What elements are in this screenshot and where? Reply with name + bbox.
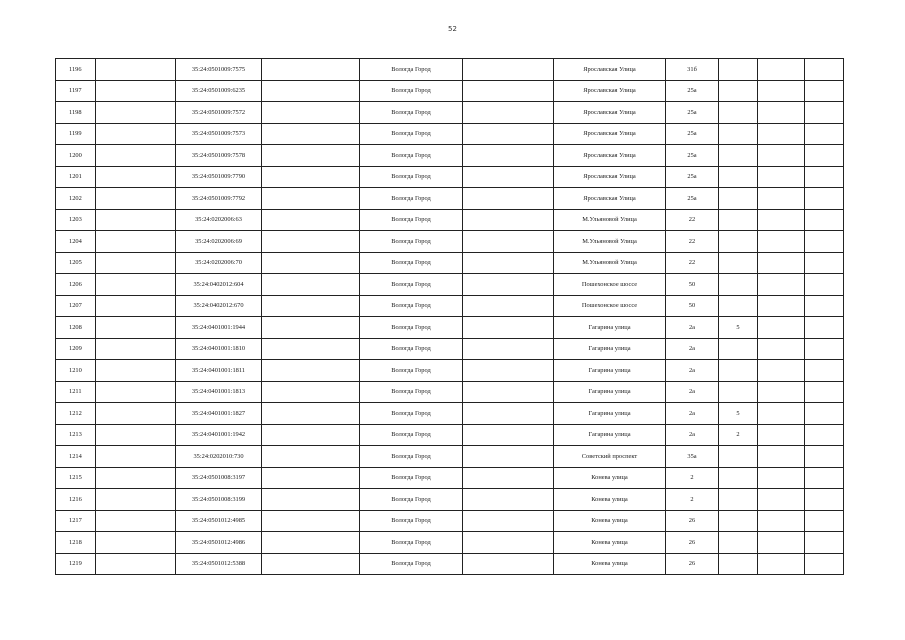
city-cell: Вологда Город: [360, 532, 463, 554]
house-number-cell: 50: [666, 295, 719, 317]
empty-cell: [805, 338, 844, 360]
cadastral-number-cell: 35:24:0501012:5388: [176, 553, 262, 575]
empty-cell: [96, 317, 176, 339]
row-number-cell: 1208: [56, 317, 96, 339]
building-number-cell: [719, 360, 758, 382]
row-number-cell: 1197: [56, 80, 96, 102]
empty-cell: [463, 510, 554, 532]
building-number-cell: [719, 274, 758, 296]
table-row: [56, 338, 844, 360]
empty-cell: [96, 209, 176, 231]
empty-cell: [463, 231, 554, 253]
empty-cell: [758, 510, 805, 532]
cadastral-number-cell: 35:24:0402012:670: [176, 295, 262, 317]
street-cell: Конева улица: [554, 489, 666, 511]
street-cell: Конева улица: [554, 510, 666, 532]
street-cell: Конева улица: [554, 467, 666, 489]
row-number-cell: 1207: [56, 295, 96, 317]
empty-cell: [805, 231, 844, 253]
empty-cell: [262, 403, 360, 425]
empty-cell: [96, 403, 176, 425]
house-number-cell: 25а: [666, 188, 719, 210]
empty-cell: [758, 166, 805, 188]
row-number-cell: 1218: [56, 532, 96, 554]
city-cell: Вологда Город: [360, 317, 463, 339]
empty-cell: [758, 381, 805, 403]
cadastral-number-cell: 35:24:0202006:69: [176, 231, 262, 253]
empty-cell: [805, 403, 844, 425]
house-number-cell: 50: [666, 274, 719, 296]
empty-cell: [758, 231, 805, 253]
cadastral-number-cell: 35:24:0501009:7573: [176, 123, 262, 145]
city-cell: Вологда Город: [360, 338, 463, 360]
cadastral-number-cell: 35:24:0401001:1811: [176, 360, 262, 382]
street-cell: Конева улица: [554, 532, 666, 554]
street-cell: Ярославская Улица: [554, 145, 666, 167]
empty-cell: [805, 252, 844, 274]
street-cell: Гагарина улица: [554, 403, 666, 425]
cadastral-number-cell: 35:24:0501009:7792: [176, 188, 262, 210]
cadastral-number-cell: 35:24:0501008:3199: [176, 489, 262, 511]
building-number-cell: [719, 381, 758, 403]
empty-cell: [758, 102, 805, 124]
table-row: [56, 231, 844, 253]
table-row: [56, 467, 844, 489]
building-number-cell: [719, 295, 758, 317]
empty-cell: [96, 123, 176, 145]
house-number-cell: 35а: [666, 446, 719, 468]
building-number-cell: [719, 166, 758, 188]
empty-cell: [805, 424, 844, 446]
building-number-cell: [719, 489, 758, 511]
empty-cell: [758, 274, 805, 296]
street-cell: Ярославская Улица: [554, 123, 666, 145]
row-number-cell: 1199: [56, 123, 96, 145]
street-cell: Ярославская Улица: [554, 166, 666, 188]
city-cell: Вологда Город: [360, 467, 463, 489]
empty-cell: [262, 424, 360, 446]
table-row: [56, 209, 844, 231]
row-number-cell: 1216: [56, 489, 96, 511]
empty-cell: [758, 446, 805, 468]
house-number-cell: 2а: [666, 360, 719, 382]
empty-cell: [758, 123, 805, 145]
cadastral-number-cell: 35:24:0501012:4986: [176, 532, 262, 554]
empty-cell: [96, 59, 176, 81]
building-number-cell: [719, 338, 758, 360]
empty-cell: [805, 317, 844, 339]
empty-cell: [262, 532, 360, 554]
row-number-cell: 1206: [56, 274, 96, 296]
street-cell: Пошехонское шоссе: [554, 274, 666, 296]
empty-cell: [805, 467, 844, 489]
empty-cell: [96, 295, 176, 317]
building-number-cell: [719, 532, 758, 554]
table-row: [56, 553, 844, 575]
row-number-cell: 1219: [56, 553, 96, 575]
property-registry-table: [55, 58, 844, 575]
cadastral-number-cell: 35:24:0401001:1942: [176, 424, 262, 446]
table-row: [56, 123, 844, 145]
cadastral-number-cell: 35:24:0401001:1810: [176, 338, 262, 360]
table-row: [56, 424, 844, 446]
empty-cell: [805, 145, 844, 167]
empty-cell: [96, 145, 176, 167]
empty-cell: [758, 252, 805, 274]
house-number-cell: 2а: [666, 381, 719, 403]
empty-cell: [805, 553, 844, 575]
street-cell: М.Ульяновой Улица: [554, 231, 666, 253]
empty-cell: [758, 553, 805, 575]
empty-cell: [463, 166, 554, 188]
empty-cell: [463, 446, 554, 468]
empty-cell: [805, 188, 844, 210]
empty-cell: [805, 80, 844, 102]
house-number-cell: 2: [666, 489, 719, 511]
cadastral-number-cell: 35:24:0402012:604: [176, 274, 262, 296]
empty-cell: [805, 295, 844, 317]
empty-cell: [262, 252, 360, 274]
cadastral-number-cell: 35:24:0202006:63: [176, 209, 262, 231]
house-number-cell: 26: [666, 510, 719, 532]
empty-cell: [262, 553, 360, 575]
empty-cell: [262, 231, 360, 253]
city-cell: Вологда Город: [360, 166, 463, 188]
empty-cell: [262, 166, 360, 188]
empty-cell: [758, 80, 805, 102]
empty-cell: [758, 532, 805, 554]
street-cell: Ярославская Улица: [554, 102, 666, 124]
cadastral-number-cell: 35:24:0401001:1827: [176, 403, 262, 425]
empty-cell: [96, 424, 176, 446]
empty-cell: [805, 123, 844, 145]
house-number-cell: 22: [666, 231, 719, 253]
row-number-cell: 1201: [56, 166, 96, 188]
empty-cell: [262, 381, 360, 403]
house-number-cell: 25а: [666, 102, 719, 124]
city-cell: Вологда Город: [360, 403, 463, 425]
street-cell: Гагарина улица: [554, 381, 666, 403]
empty-cell: [758, 188, 805, 210]
city-cell: Вологда Город: [360, 80, 463, 102]
row-number-cell: 1203: [56, 209, 96, 231]
building-number-cell: [719, 123, 758, 145]
empty-cell: [262, 338, 360, 360]
empty-cell: [758, 317, 805, 339]
city-cell: Вологда Город: [360, 59, 463, 81]
empty-cell: [262, 145, 360, 167]
city-cell: Вологда Город: [360, 123, 463, 145]
empty-cell: [96, 467, 176, 489]
table-row: [56, 489, 844, 511]
empty-cell: [262, 510, 360, 532]
city-cell: Вологда Город: [360, 145, 463, 167]
house-number-cell: 25а: [666, 166, 719, 188]
row-number-cell: 1214: [56, 446, 96, 468]
house-number-cell: 31б: [666, 59, 719, 81]
empty-cell: [262, 274, 360, 296]
building-number-cell: [719, 188, 758, 210]
city-cell: Вологда Город: [360, 381, 463, 403]
empty-cell: [805, 489, 844, 511]
street-cell: Ярославская Улица: [554, 59, 666, 81]
empty-cell: [758, 338, 805, 360]
row-number-cell: 1209: [56, 338, 96, 360]
empty-cell: [758, 403, 805, 425]
row-number-cell: 1205: [56, 252, 96, 274]
cadastral-number-cell: 35:24:0501009:7575: [176, 59, 262, 81]
empty-cell: [463, 489, 554, 511]
row-number-cell: 1202: [56, 188, 96, 210]
empty-cell: [96, 231, 176, 253]
building-number-cell: [719, 59, 758, 81]
table-row: [56, 145, 844, 167]
house-number-cell: 2а: [666, 424, 719, 446]
city-cell: Вологда Город: [360, 446, 463, 468]
empty-cell: [262, 360, 360, 382]
building-number-cell: [719, 80, 758, 102]
empty-cell: [262, 102, 360, 124]
empty-cell: [262, 188, 360, 210]
city-cell: Вологда Город: [360, 489, 463, 511]
empty-cell: [463, 360, 554, 382]
table-row: [56, 188, 844, 210]
empty-cell: [96, 80, 176, 102]
street-cell: Ярославская Улица: [554, 80, 666, 102]
street-cell: Конева улица: [554, 553, 666, 575]
table-row: [56, 510, 844, 532]
empty-cell: [463, 532, 554, 554]
city-cell: Вологда Город: [360, 209, 463, 231]
empty-cell: [463, 403, 554, 425]
house-number-cell: 2а: [666, 338, 719, 360]
house-number-cell: 2а: [666, 403, 719, 425]
street-cell: Гагарина улица: [554, 424, 666, 446]
house-number-cell: 2а: [666, 317, 719, 339]
city-cell: Вологда Город: [360, 553, 463, 575]
street-cell: Советский проспект: [554, 446, 666, 468]
empty-cell: [463, 381, 554, 403]
table-row: [56, 80, 844, 102]
row-number-cell: 1217: [56, 510, 96, 532]
building-number-cell: [719, 252, 758, 274]
cadastral-number-cell: 35:24:0202010:730: [176, 446, 262, 468]
row-number-cell: 1211: [56, 381, 96, 403]
empty-cell: [805, 532, 844, 554]
building-number-cell: [719, 102, 758, 124]
row-number-cell: 1210: [56, 360, 96, 382]
empty-cell: [463, 467, 554, 489]
cadastral-number-cell: 35:24:0501009:7790: [176, 166, 262, 188]
table-row: [56, 446, 844, 468]
house-number-cell: 25а: [666, 123, 719, 145]
empty-cell: [463, 252, 554, 274]
table-row: [56, 59, 844, 81]
empty-cell: [463, 338, 554, 360]
city-cell: Вологда Город: [360, 424, 463, 446]
building-number-cell: 5: [719, 317, 758, 339]
empty-cell: [758, 209, 805, 231]
empty-cell: [96, 360, 176, 382]
empty-cell: [96, 381, 176, 403]
building-number-cell: [719, 510, 758, 532]
city-cell: Вологда Город: [360, 295, 463, 317]
cadastral-number-cell: 35:24:0501008:3197: [176, 467, 262, 489]
street-cell: Пошехонское шоссе: [554, 295, 666, 317]
empty-cell: [805, 209, 844, 231]
building-number-cell: [719, 446, 758, 468]
city-cell: Вологда Город: [360, 360, 463, 382]
table-row: [56, 102, 844, 124]
city-cell: Вологда Город: [360, 274, 463, 296]
empty-cell: [96, 553, 176, 575]
cadastral-number-cell: 35:24:0401001:1813: [176, 381, 262, 403]
empty-cell: [758, 360, 805, 382]
house-number-cell: 26: [666, 532, 719, 554]
city-cell: Вологда Город: [360, 188, 463, 210]
empty-cell: [463, 188, 554, 210]
empty-cell: [463, 145, 554, 167]
cadastral-number-cell: 35:24:0401001:1944: [176, 317, 262, 339]
empty-cell: [758, 145, 805, 167]
street-cell: М.Ульяновой Улица: [554, 209, 666, 231]
city-cell: Вологда Город: [360, 252, 463, 274]
empty-cell: [463, 424, 554, 446]
row-number-cell: 1212: [56, 403, 96, 425]
row-number-cell: 1198: [56, 102, 96, 124]
empty-cell: [262, 123, 360, 145]
empty-cell: [758, 59, 805, 81]
empty-cell: [758, 424, 805, 446]
empty-cell: [463, 59, 554, 81]
empty-cell: [262, 317, 360, 339]
empty-cell: [463, 123, 554, 145]
empty-cell: [96, 532, 176, 554]
empty-cell: [96, 166, 176, 188]
table-row: [56, 317, 844, 339]
table-row: [56, 381, 844, 403]
empty-cell: [463, 80, 554, 102]
cadastral-number-cell: 35:24:0501012:4985: [176, 510, 262, 532]
house-number-cell: 25а: [666, 80, 719, 102]
table-row: [56, 360, 844, 382]
city-cell: Вологда Город: [360, 231, 463, 253]
empty-cell: [758, 295, 805, 317]
table-row: [56, 252, 844, 274]
building-number-cell: 5: [719, 403, 758, 425]
cadastral-number-cell: 35:24:0501009:7578: [176, 145, 262, 167]
table-row: [56, 166, 844, 188]
street-cell: Ярославская Улица: [554, 188, 666, 210]
page-number: 52: [448, 25, 457, 33]
empty-cell: [262, 80, 360, 102]
house-number-cell: 22: [666, 209, 719, 231]
empty-cell: [463, 209, 554, 231]
street-cell: Гагарина улица: [554, 360, 666, 382]
empty-cell: [96, 510, 176, 532]
table-row: [56, 274, 844, 296]
empty-cell: [262, 209, 360, 231]
table-row: [56, 532, 844, 554]
building-number-cell: [719, 467, 758, 489]
city-cell: Вологда Город: [360, 102, 463, 124]
empty-cell: [262, 467, 360, 489]
empty-cell: [463, 553, 554, 575]
empty-cell: [463, 102, 554, 124]
street-cell: М.Ульяновой Улица: [554, 252, 666, 274]
empty-cell: [262, 59, 360, 81]
empty-cell: [805, 510, 844, 532]
row-number-cell: 1204: [56, 231, 96, 253]
empty-cell: [758, 467, 805, 489]
building-number-cell: 2: [719, 424, 758, 446]
row-number-cell: 1213: [56, 424, 96, 446]
empty-cell: [805, 102, 844, 124]
empty-cell: [758, 489, 805, 511]
house-number-cell: 26: [666, 553, 719, 575]
table-row: [56, 295, 844, 317]
cadastral-number-cell: 35:24:0202006:70: [176, 252, 262, 274]
empty-cell: [96, 252, 176, 274]
street-cell: Гагарина улица: [554, 338, 666, 360]
empty-cell: [96, 274, 176, 296]
row-number-cell: 1215: [56, 467, 96, 489]
cadastral-number-cell: 35:24:0501009:7572: [176, 102, 262, 124]
empty-cell: [96, 188, 176, 210]
empty-cell: [805, 360, 844, 382]
empty-cell: [96, 489, 176, 511]
empty-cell: [262, 489, 360, 511]
empty-cell: [805, 274, 844, 296]
empty-cell: [96, 446, 176, 468]
empty-cell: [805, 59, 844, 81]
empty-cell: [96, 338, 176, 360]
street-cell: Гагарина улица: [554, 317, 666, 339]
city-cell: Вологда Город: [360, 510, 463, 532]
table-row: [56, 403, 844, 425]
building-number-cell: [719, 553, 758, 575]
empty-cell: [463, 295, 554, 317]
empty-cell: [805, 381, 844, 403]
empty-cell: [96, 102, 176, 124]
row-number-cell: 1196: [56, 59, 96, 81]
row-number-cell: 1200: [56, 145, 96, 167]
empty-cell: [262, 446, 360, 468]
empty-cell: [463, 274, 554, 296]
building-number-cell: [719, 209, 758, 231]
building-number-cell: [719, 231, 758, 253]
empty-cell: [262, 295, 360, 317]
house-number-cell: 22: [666, 252, 719, 274]
registry-table-body: [56, 59, 844, 575]
empty-cell: [805, 446, 844, 468]
cadastral-number-cell: 35:24:0501009:6235: [176, 80, 262, 102]
house-number-cell: 2: [666, 467, 719, 489]
empty-cell: [463, 317, 554, 339]
empty-cell: [805, 166, 844, 188]
house-number-cell: 25а: [666, 145, 719, 167]
building-number-cell: [719, 145, 758, 167]
